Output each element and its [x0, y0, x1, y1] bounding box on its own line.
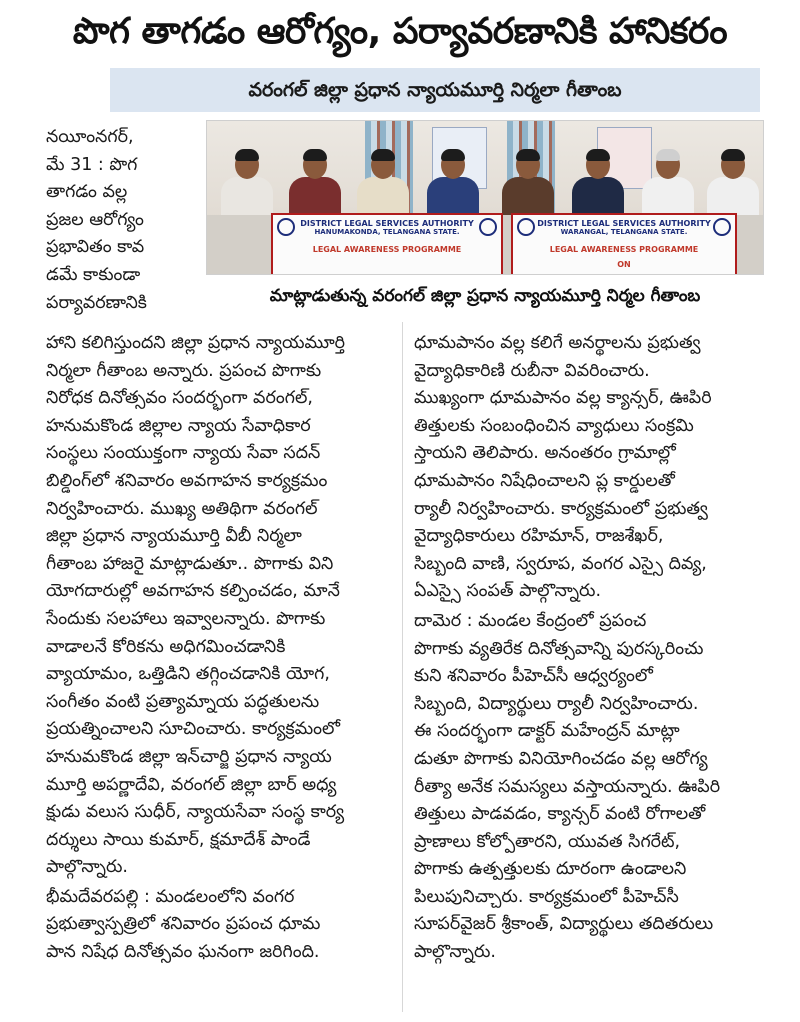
headline: పొగ తాగడం ఆరోగ్యం, పర్యావరణానికి హానికరం	[72, 11, 728, 52]
banner-line: HANUMAKONDA, TELANGANA STATE.	[314, 228, 460, 236]
column-divider	[402, 322, 403, 1012]
article-left-column	[46, 330, 391, 967]
seal-icon	[517, 218, 535, 236]
seal-icon	[713, 218, 731, 236]
article-intro-column	[46, 124, 198, 317]
photo-caption: మాట్లాడుతున్న వరంగల్ జిల్లా ప్రధాన న్యాయమూర్తి నిర్మల గీతాంబ	[269, 286, 701, 306]
banner-line: ON	[617, 260, 631, 269]
banner-hanumakonda	[271, 213, 503, 275]
seal-icon	[479, 218, 497, 236]
banner-line: DISTRICT LEGAL SERVICES AUTHORITY	[537, 219, 711, 228]
article-paragraph: నయీంనగర్, మే 31 : పొగ తాగడం వల్ల ప్రజల ఆరోగ్యం ప్రభావితం కావ డమే కాకుండా పర్యావరణానికి	[46, 127, 147, 313]
banner-line: DISTRICT LEGAL SERVICES AUTHORITY	[300, 219, 474, 228]
article-right-column	[414, 330, 764, 967]
banner-line: LEGAL AWARENESS PROGRAMME	[549, 245, 699, 254]
subheadline: వరంగల్ జిల్లా ప్రధాన న్యాయమూర్తి నిర్మలా గీతాంబ	[110, 68, 760, 112]
banner-line: WARANGAL, TELANGANA STATE.	[560, 228, 688, 236]
article-paragraph: దామెర : మండల కేంద్రంలో ప్రపంచ పొగాకు వ్యతిరేక దినోత్సవాన్ని పురస్కరించు కుని శనివారం పీహెచ్‌సీ ఆధ్వర్యంలో సిబ్బంది, విద్యార్థులు ర్యాలీ నిర్వహించారు. ఈ సందర్భంగా డాక్టర్ మహేంద్రన్ మాట్లా డుతూ పొగాకు వినియోగించడం వల్ల ఆరోగ్య రీత్యా అనేక సమస్యలు వస్తాయన్నారు. ఊపిరి తిత్తులు పాడవడం, క్యాన్సర్ వంటి రోగాలతో ప్రాణాలు కోల్పోతారని, యువత సిగరేట్, పొగాకు ఉత్పత్తులకు దూరంగా ఉండాలని పిలుపునిచ్చారు. కార్యక్రమంలో పీహెచ్‌సీ సూపర్‌వైజర్ శ్రీకాంత్, విద్యార్థులు తదితరులు పాల్గొన్నారు.	[414, 610, 721, 963]
article-paragraph: హాని కలిగిస్తుందని జిల్లా ప్రధాన న్యాయమూర్తి నిర్మలా గీతాంబ అన్నారు. ప్రపంచ పొగాకు నిరోధక దినోత్సవం సందర్భంగా వరంగల్, హనుమకొండ జిల్లాల న్యాయ సేవాధికార సంస్థలు సంయుక్తంగా న్యాయ సేవా సదన్ బిల్డింగ్‌లో శనివారం అవగాహన కార్యక్రమం నిర్వహించారు. ముఖ్య అతిథిగా వరంగల్ జిల్లా ప్రధాన న్యాయమూర్తి వీబీ నిర్మలా గీతాంబ హాజరై మాట్లాడుతూ.. పొగాకు విని యోగదారుల్లో అవగాహన కల్పించడం, మానే సేందుకు సలహాలు ఇవ్వాలన్నారు. పొగాకు వాడాలనే కోరికను అధిగమించడానికి వ్యాయామం, ఒత్తిడిని తగ్గించడానికి యోగ, సంగీతం వంటి ప్రత్యామ్నాయ పద్ధతులను ప్రయత్నించాలని సూచించారు. కార్యక్రమంలో హనుమకొండ జిల్లా ఇన్‌చార్జి ప్రధాన న్యాయ మూర్తి అపర్ణాదేవి, వరంగల్ జిల్లా బార్ అధ్య క్షుడు వలుస సుధీర్, న్యాయసేవా సంస్థ కార్య దర్శులు సాయి కుమార్, క్షమాదేశ్ పాండే పాల్గొన్నారు.	[46, 333, 346, 878]
seal-icon	[277, 218, 295, 236]
banner-warangal	[511, 213, 737, 275]
article-paragraph: భీమదేవరపల్లి : మండలంలోని వంగర ప్రభుత్వాస్పత్రిలో శనివారం ప్రపంచ ధూమ పాన నిషేధ దినోత్సవం ఘనంగా జరిగింది.	[46, 886, 321, 963]
article-paragraph: ధూమపానం వల్ల కలిగే అనర్థాలను ప్రభుత్వ వైద్యాధికారిణి రుబీనా వివరించారు. ముఖ్యంగా ధూమపానం వల్ల క్యాన్సర్, ఊపిరి తిత్తులకు సంబంధించిన వ్యాధులు సంక్రమి స్తాయని తెలిపారు. అనంతరం గ్రామాల్లో ధూమపానం నిషేధించాలని ప్ల కార్డులతో ర్యాలీ నిర్వహించారు. కార్యక్రమంలో ప్రభుత్వ వైద్యాధికారులు రహిమాన్, రాజశేఖర్, సిబ్బంది వాణి, స్వరూప, వంగర ఎస్సై దివ్య, ఏఎస్సై సంపత్ పాల్గొన్నారు.	[414, 333, 712, 602]
event-photo	[206, 120, 764, 275]
banner-line: LEGAL AWARENESS PROGRAMME	[312, 245, 462, 254]
